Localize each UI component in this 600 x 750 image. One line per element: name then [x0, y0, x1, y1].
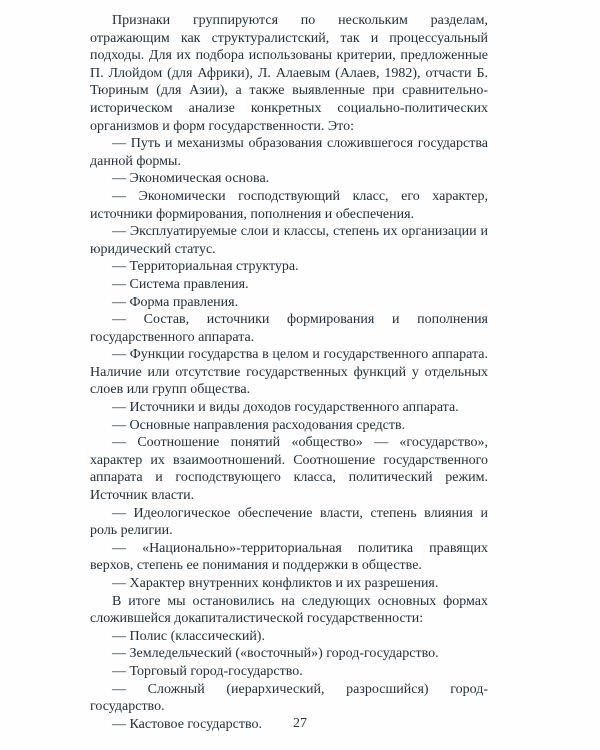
page-number: 27 [293, 716, 307, 731]
list-item: — Состав, источники формирования и пополнения государственного аппарата. [90, 312, 488, 345]
list-item: — Экономически господствующий класс, его характер, источники формирования, пополнения и обеспечения. [90, 188, 488, 222]
list-item: — Полис (классический). [112, 628, 265, 644]
list-item: — Идеологическое обеспечение власти, степень влияния и роль религии. [90, 505, 488, 539]
list-item: — Характер внутренних конфликтов и их разрешения. [112, 576, 439, 591]
list-item: — Источники и виды доходов государственного аппарата. [112, 400, 459, 416]
list-item: — Система правления. [112, 276, 249, 292]
list-item: — Территориальная структура. [112, 259, 299, 275]
paragraph-intro: Признаки группируются по нескольким разделам, отражающим как структуралистский, так и процессуальный подходы. Для их подбора использованы критерии, предложенные П. Ллойдом (для Африки), Л. Алаевым (Алаев, 1982), отчасти Б. Тюриным (для Азии), а также выявленные при сравнительно-историческом анализе конкретных социально-политических организмов и форм государственности. Это: [90, 13, 488, 134]
list-item: — Соотношение понятий «общество» — «государство», характер их взаимоотношений. Соотношение государственного аппарата и господствующего класса, политический режим. Источник власти. [90, 435, 488, 504]
list-item: — Земледельческий («восточный») город-государство. [112, 646, 439, 662]
list-item: — Функции государства в целом и государственного аппарата. Наличие или отсутствие государственных функций у отдельных слоев или групп общества. [90, 347, 488, 398]
list-item: — Форма правления. [112, 294, 239, 310]
list-item: — Путь и механизмы образования сложившегося государства данной формы. [90, 136, 488, 169]
list-item: — «Национально»-территориальная политика правящих верхов, степень ее понимания и поддержки в обществе. [90, 540, 488, 574]
list-item: — Сложный (иерархический, разросшийся) город-государство. [90, 681, 488, 715]
body-text [90, 12, 488, 733]
list-item: — Кастовое государство. [112, 716, 262, 732]
list-item: — Торговый город-государство. [112, 663, 303, 679]
list-item: — Эксплуатируемые слои и классы, степень их организации и юридический статус. [90, 224, 488, 257]
list-item: — Экономическая основа. [112, 171, 270, 187]
paragraph-summary: В итоге мы остановились на следующих основных формах сложившейся докапиталистической государственности: [90, 593, 488, 627]
list-item: — Основные направления расходования средств. [112, 417, 406, 433]
